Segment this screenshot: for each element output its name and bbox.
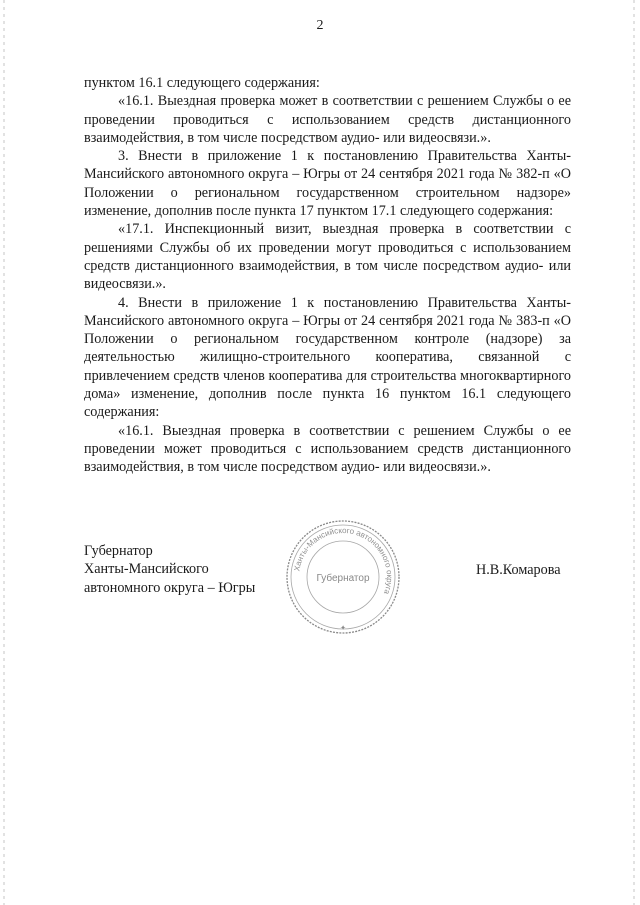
scan-edge-right bbox=[633, 0, 635, 905]
paragraph-item-3: 3. Внести в приложение 1 к постановлению Правительства Ханты-Мансийского автономного округа – Югры от 24 сентября 2021 года № 382-п «О Положении о региональном государственном строительном надзоре» изменение, дополнив после пункта 17 пунктом 17.1 следующего содержания: bbox=[84, 148, 571, 220]
official-stamp bbox=[284, 518, 402, 636]
paragraph-continuation: пунктом 16.1 следующего содержания: bbox=[84, 75, 320, 91]
signatory-name: Н.В.Комарова bbox=[476, 562, 561, 578]
paragraph-item-4: 4. Внести в приложение 1 к постановлению Правительства Ханты-Мансийского автономного округа – Югры от 24 сентября 2021 года № 383-п «О Положении о региональном государственном контроле (надзоре) за деятельностью жилищно-строительного кооператива, связанной с привлечением средств членов кооператива для строительства многоквартирного дома» изменение, дополнив после пункта 16 пунктом 16.1 следующего содержания: bbox=[84, 294, 571, 421]
paragraph-16-1-quote: «16.1. Выездная проверка может в соответствии с решением Службы о ее проведении проводиться с использованием средств дистанционного взаимодействия, в том числе посредством аудио- или видеосвязи.». bbox=[84, 93, 571, 146]
paragraph-16-1-quote-second: «16.1. Выездная проверка в соответствии с решением Службы о ее проведении может проводиться с использованием средств дистанционного взаимодействия, в том числе посредством аудио- или видеосвязи.». bbox=[84, 422, 571, 476]
page-number: 2 bbox=[316, 18, 324, 33]
signatory-title-line-2: Ханты-Мансийского bbox=[84, 561, 209, 578]
signatory-title-line-1: Губернатор bbox=[84, 543, 153, 559]
signatory-title-line-3: автономного округа – Югры bbox=[84, 579, 256, 596]
svg-text:✦: ✦ bbox=[340, 624, 346, 632]
stamp-center-text: Губернатор bbox=[316, 573, 370, 584]
signatory-title bbox=[84, 542, 255, 597]
paragraph-17-1-quote: «17.1. Инспекционный визит, выездная проверка в соответствии с решениями Службы об их проведении могут проводиться с использованием средств дистанционного взаимодействия, в том числе посредством аудио- или видеосвязи.». bbox=[84, 221, 571, 293]
scan-edge-left bbox=[3, 0, 5, 905]
document-body bbox=[84, 74, 571, 477]
stamp-ring-text: Ханты-Мансийского автономного округа bbox=[292, 525, 395, 596]
